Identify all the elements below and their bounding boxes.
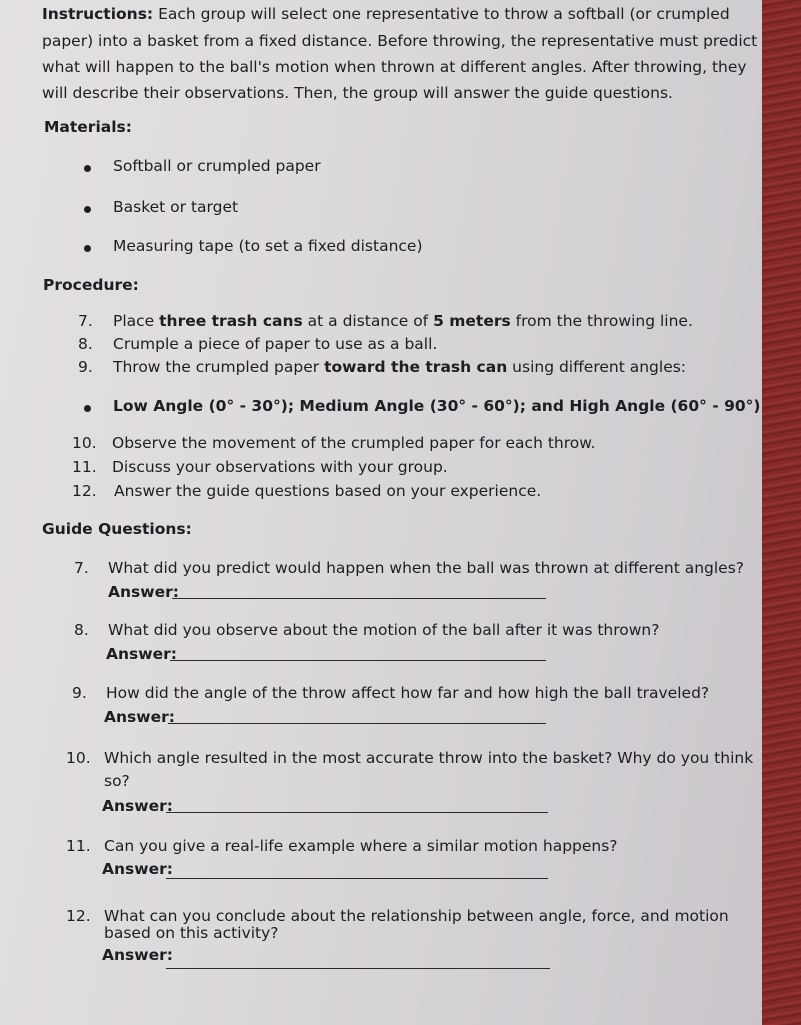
question-number: 12. <box>66 907 91 925</box>
angles-list: Low Angle (0° - 30°); Medium Angle (30° - 60°); and High Angle (60° - 90°) <box>113 397 761 415</box>
question-7: What did you predict would happen when the ball was thrown at different angles? <box>108 559 745 577</box>
procedure-step-9 <box>113 358 686 376</box>
step-text: using different angles: <box>507 358 687 376</box>
bullet-icon <box>84 245 91 252</box>
question-9: How did the angle of the throw affect how far and how high the ball traveled? <box>106 684 710 702</box>
materials-item: Softball or crumpled paper <box>113 157 321 175</box>
background-fabric <box>762 0 801 1025</box>
question-11: Can you give a real-life example where a similar motion happens? <box>104 837 618 855</box>
answer-label: Answer: <box>102 946 173 964</box>
bullet-icon <box>84 405 91 412</box>
materials-item: Measuring tape (to set a fixed distance) <box>113 237 423 255</box>
question-number: 11. <box>66 837 91 855</box>
question-8: What did you observe about the motion of the ball after it was thrown? <box>108 621 660 639</box>
answer-line-10[interactable] <box>166 812 548 813</box>
question-10-cont: so? <box>104 772 130 790</box>
instructions-label: Instructions: <box>42 5 154 23</box>
step-number: 10. <box>72 434 97 452</box>
question-number: 9. <box>72 684 87 702</box>
materials-heading: Materials: <box>44 118 132 136</box>
question-number: 10. <box>66 749 91 767</box>
step-emphasis: toward the trash can <box>324 358 508 376</box>
answer-label: Answer: <box>102 860 173 878</box>
answer-line-12[interactable] <box>166 968 550 969</box>
procedure-step-12: Answer the guide questions based on your experience. <box>114 482 542 500</box>
step-number: 8. <box>78 335 93 353</box>
answer-line-11[interactable] <box>166 878 548 879</box>
answer-line-8[interactable] <box>170 660 546 661</box>
step-text: Place <box>113 312 160 330</box>
step-text: from the throwing line. <box>510 312 693 330</box>
question-number: 8. <box>74 621 89 639</box>
instructions-line-3: what will happen to the ball's motion when thrown at different angles. After throwing, they <box>42 58 747 76</box>
procedure-step-10: Observe the movement of the crumpled paper for each throw. <box>112 434 596 452</box>
step-emphasis: three trash cans <box>159 312 303 330</box>
procedure-step-8: Crumple a piece of paper to use as a ball. <box>113 335 438 353</box>
procedure-step-11: Discuss your observations with your group. <box>112 458 448 476</box>
question-number: 7. <box>74 559 89 577</box>
instructions-text-1: Each group will select one representative to throw a softball (or crumpled <box>158 5 730 23</box>
question-10: Which angle resulted in the most accurate throw into the basket? Why do you think <box>104 749 754 767</box>
bullet-icon <box>84 165 91 172</box>
step-text: Throw the crumpled paper <box>113 358 325 376</box>
answer-line-7[interactable] <box>172 598 546 599</box>
bullet-icon <box>84 206 91 213</box>
answer-label: Answer: <box>104 708 175 726</box>
step-number: 9. <box>78 358 93 376</box>
instructions-line-4: will describe their observations. Then, the group will answer the guide questions. <box>42 84 673 102</box>
step-number: 12. <box>72 482 97 500</box>
step-emphasis: 5 meters <box>433 312 511 330</box>
step-number: 11. <box>72 458 97 476</box>
answer-label: Answer: <box>102 797 173 815</box>
question-12-cont: based on this activity? <box>104 924 279 942</box>
procedure-step-7 <box>113 312 693 330</box>
instructions-line-1 <box>42 5 730 23</box>
answer-label: Answer: <box>108 583 179 601</box>
materials-item: Basket or target <box>113 198 239 216</box>
step-text: at a distance of <box>302 312 434 330</box>
question-12: What can you conclude about the relationship between angle, force, and motion <box>104 907 729 925</box>
answer-line-9[interactable] <box>168 723 546 724</box>
procedure-heading: Procedure: <box>43 276 139 294</box>
step-number: 7. <box>78 312 93 330</box>
answer-label: Answer: <box>106 645 177 663</box>
instructions-line-2: paper) into a basket from a fixed distance. Before throwing, the representative must predict <box>42 32 758 50</box>
guide-heading: Guide Questions: <box>42 520 192 538</box>
